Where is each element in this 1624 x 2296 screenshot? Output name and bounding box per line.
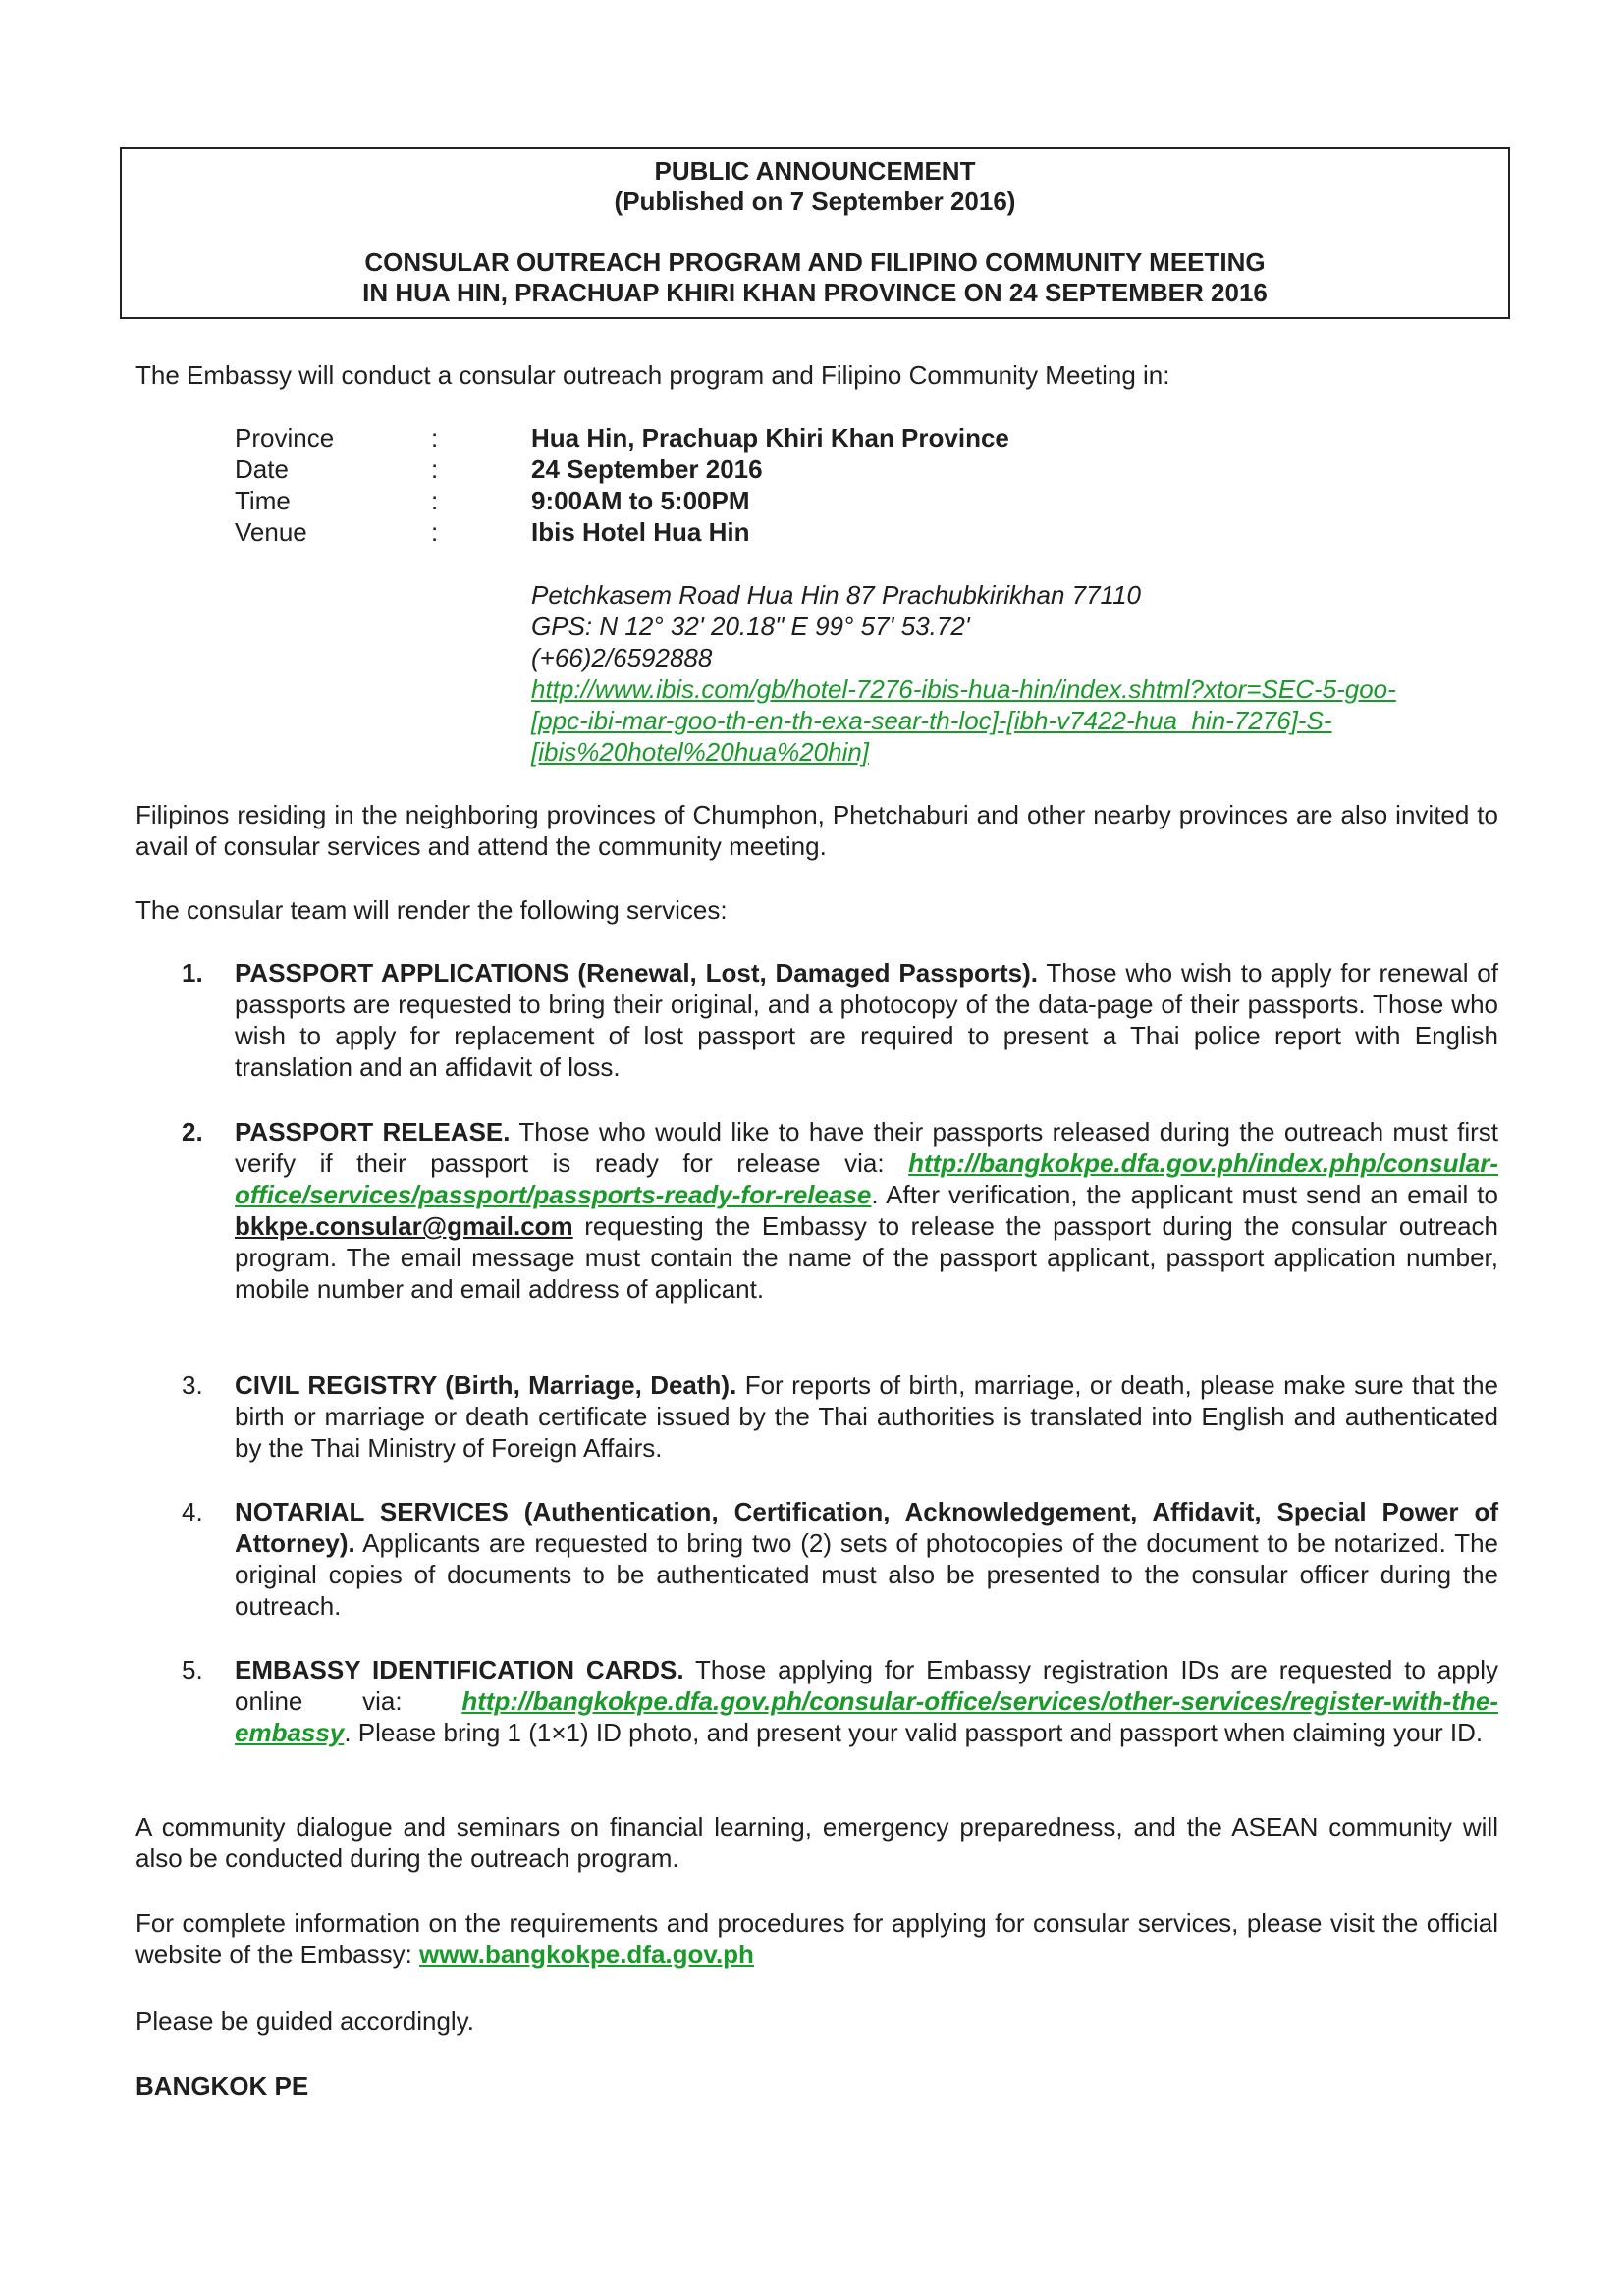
detail-value: Hua Hin, Prachuap Khiri Khan Province xyxy=(531,423,1009,453)
consular-email-link[interactable]: bkkpe.consular@gmail.com xyxy=(235,1211,573,1241)
item-body xyxy=(235,1116,1498,1305)
info-paragraph xyxy=(135,1907,1498,1970)
venue-url-line1: http://www.ibis.com/gb/hotel-7276-ibis-hua-hin/index.shtml?xtor=SEC-5-goo- xyxy=(531,674,1396,704)
item-title: PASSPORT APPLICATIONS (Renewal, Lost, Damaged Passports). xyxy=(235,958,1038,988)
venue-street: Petchkasem Road Hua Hin 87 Prachubkirikhan 77110 xyxy=(531,580,1141,610)
detail-label: Date xyxy=(235,454,289,484)
item-text: Applicants are requested to bring two (2) sets of photocopies of the document to be notarized. The original copies of documents to be authenticated must also be presented to the consular officer during the outreach. xyxy=(235,1528,1498,1621)
guided-paragraph: Please be guided accordingly. xyxy=(135,2006,474,2036)
item-number: 5. xyxy=(182,1655,203,1684)
signature: BANGKOK PE xyxy=(135,2071,309,2101)
detail-colon: : xyxy=(431,454,439,484)
item-title: NOTARIAL SERVICES (Authentication, Certification, Acknowledgement, Affidavit, Special Power of Attorney). xyxy=(235,1497,1498,1558)
item-number: 1. xyxy=(182,958,203,988)
detail-colon: : xyxy=(431,517,439,547)
item-number: 2. xyxy=(182,1117,203,1147)
item-body xyxy=(235,1496,1498,1622)
item-title: CIVIL REGISTRY (Birth, Marriage, Death). xyxy=(235,1370,737,1400)
header-title: PUBLIC ANNOUNCEMENT xyxy=(654,156,976,186)
announcement-header xyxy=(120,147,1510,319)
dialogue-paragraph: A community dialogue and seminars on financial learning, emergency preparedness, and the ASEAN community will also be conducted during the outreach program. xyxy=(135,1812,1498,1873)
item-text: requesting the Embassy to release the passport during the consular outreach program. The email message must contain the name of the passport applicant, passport application number, mobile number and email address of applicant. xyxy=(235,1211,1498,1304)
header-subject-line2: IN HUA HIN, PRACHUAP KHIRI KHAN PROVINCE ON 24 SEPTEMBER 2016 xyxy=(362,278,1268,307)
services-intro-paragraph: The consular team will render the following services: xyxy=(135,895,728,925)
item-text: Those who would like to have their passports released during the outreach must first verify if their passport is ready for release via: xyxy=(235,1117,1498,1178)
detail-label: Venue xyxy=(235,517,307,547)
detail-value: Ibis Hotel Hua Hin xyxy=(531,517,750,547)
detail-colon: : xyxy=(431,486,439,515)
info-text: For complete information on the requirements and procedures for applying for consular services, please visit the official website of the Embassy: xyxy=(135,1908,1498,1969)
item-title: EMBASSY IDENTIFICATION CARDS. xyxy=(235,1655,684,1684)
item-text: Those who wish to apply for renewal of passports are requested to bring their original, and a photocopy of the data-page of their passports. Those who wish to apply for replacement of lost passport are required to present a Thai police report with English translation and an affidavit of loss. xyxy=(235,958,1498,1082)
detail-value: 9:00AM to 5:00PM xyxy=(531,486,750,515)
item-text: Those applying for Embassy registration IDs are requested to apply online via: xyxy=(235,1655,1498,1716)
venue-address xyxy=(531,579,1396,768)
item-body xyxy=(235,957,1498,1083)
register-embassy-link[interactable]: http://bangkokpe.dfa.gov.ph/consular-office/services/other-services/register-with-the-embassy xyxy=(235,1686,1498,1747)
venue-url-link[interactable] xyxy=(531,673,1396,768)
item-number: 4. xyxy=(182,1497,203,1526)
item-title: PASSPORT RELEASE. xyxy=(235,1117,511,1147)
item-number: 3. xyxy=(182,1370,203,1400)
detail-value: 24 September 2016 xyxy=(531,454,763,484)
detail-label: Time xyxy=(235,486,291,515)
item-text: . After verification, the applicant must send an email to xyxy=(871,1180,1498,1209)
neighbors-paragraph: Filipinos residing in the neighboring provinces of Chumphon, Phetchaburi and other nearby provinces are also invited to avail of consular services and attend the community meeting. xyxy=(135,800,1498,861)
header-subject-line1: CONSULAR OUTREACH PROGRAM AND FILIPINO COMMUNITY MEETING xyxy=(364,247,1266,277)
intro-text: The Embassy will conduct a consular outreach program and Filipino Community Meeting in: xyxy=(135,360,1170,390)
embassy-website-link[interactable]: www.bangkokpe.dfa.gov.ph xyxy=(419,1940,754,1969)
detail-colon: : xyxy=(431,423,439,453)
detail-label: Province xyxy=(235,423,335,453)
venue-url-line2: [ppc-ibi-mar-goo-th-en-th-exa-sear-th-loc]-[ibh-v7422-hua_hin-7276]-S- xyxy=(531,706,1332,735)
item-body xyxy=(235,1654,1498,1748)
passport-ready-link[interactable]: http://bangkokpe.dfa.gov.ph/index.php/consular-office/services/passport/passports-ready-for-release xyxy=(235,1148,1498,1209)
venue-url-line3: [ibis%20hotel%20hua%20hin] xyxy=(531,737,870,767)
header-published-date: (Published on 7 September 2016) xyxy=(614,187,1016,216)
venue-phone: (+66)2/6592888 xyxy=(531,643,713,672)
venue-gps: GPS: N 12° 32' 20.18" E 99° 57' 53.72' xyxy=(531,612,970,641)
item-text: For reports of birth, marriage, or death, please make sure that the birth or marriage or death certificate issued by the Thai authorities is translated into English and authenticated by the Thai Ministry of Foreign Affairs. xyxy=(235,1370,1499,1463)
item-body xyxy=(235,1369,1498,1464)
item-text: . Please bring 1 (1×1) ID photo, and present your valid passport and passport when claiming your ID. xyxy=(344,1718,1484,1747)
